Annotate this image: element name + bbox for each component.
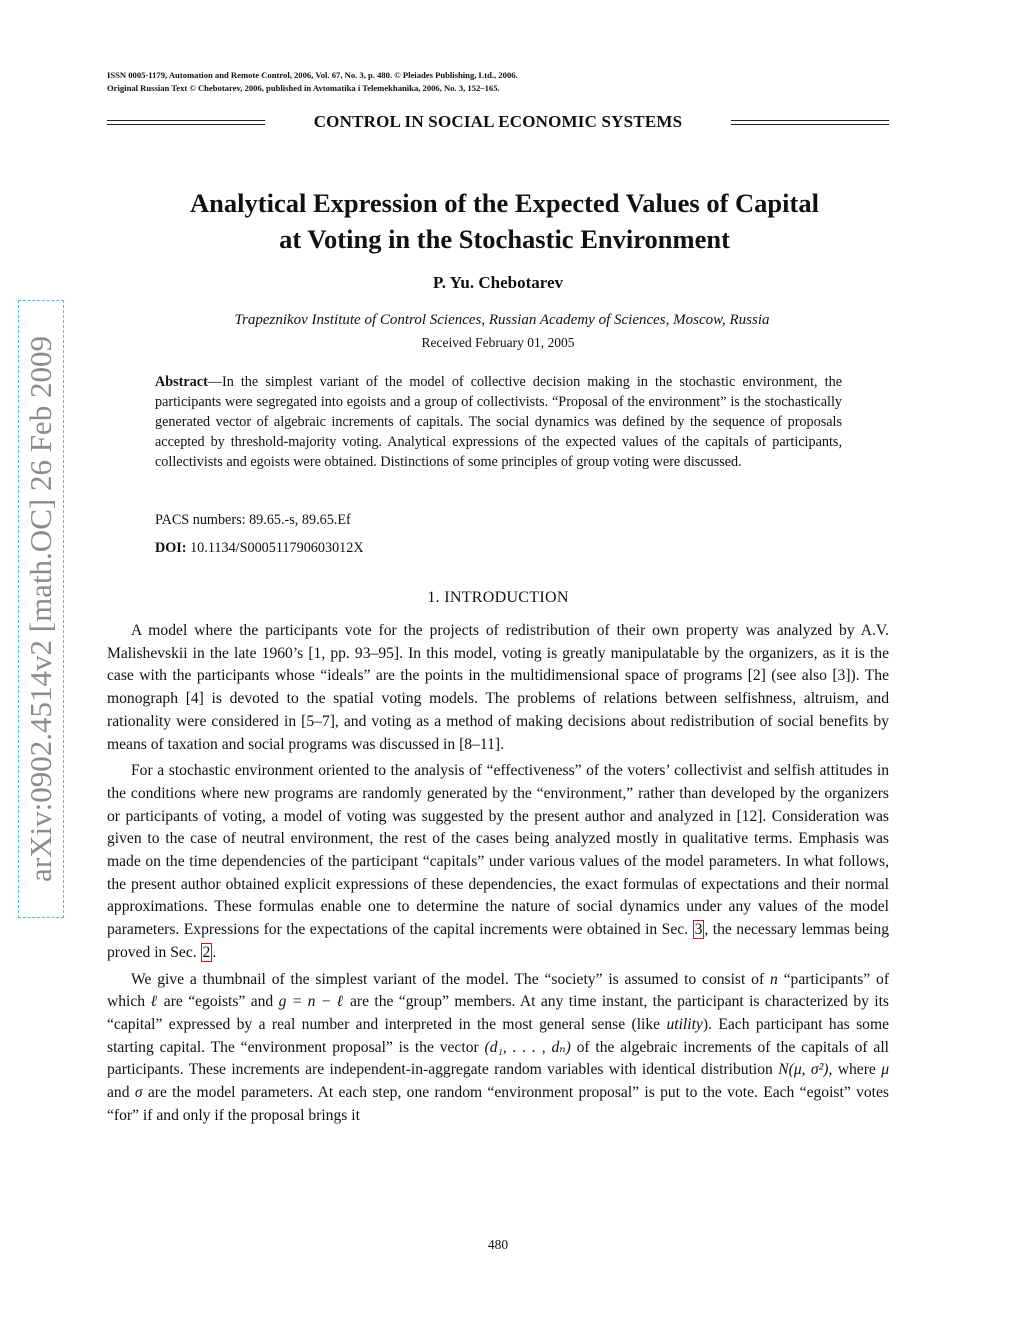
arxiv-stamp-text: arXiv:0902.4514v2 [math.OC] 26 Feb 2009 [23, 336, 58, 882]
section-heading-introduction: 1. INTRODUCTION [427, 589, 569, 606]
math-distribution: N(μ, σ²) [778, 1061, 829, 1079]
body-text [107, 620, 889, 1131]
author-affiliation: Trapeznikov Institute of Control Sciences, Russian Academy of Sciences, Moscow, Russia [234, 312, 770, 328]
paragraph-2 [107, 760, 889, 964]
math-mu: μ [881, 1061, 890, 1079]
author-name: P. Yu. Chebotarev [432, 273, 564, 292]
section-link-2[interactable]: 2 [202, 943, 211, 961]
banner-rule-right [731, 120, 889, 125]
paragraph-3-text-b: “participants” of which [107, 970, 890, 1011]
page-number: 480 [487, 1237, 509, 1252]
paragraph-2-text-b: , the necessary lemmas being proved in Sec. [107, 921, 889, 961]
paragraph-3-text-i: are the model parameters. At each step, one random “environment proposal” is put to the vote. Each “egoist” votes “for” if and only if the proposal brings it [107, 1084, 889, 1124]
paper-title [107, 185, 902, 257]
math-vector: (d₁, . . . , dₙ) [484, 1038, 571, 1056]
paragraph-1: A model where the participants vote for the projects of redistribution of their own property was analyzed by A.V. Malishevskii in the late 1960’s [1, pp. 93–95]. In this model, voting is greatly manipulatable by the organizers, as it is the case with the participants whose “ideals” are the points in the multidimensional space of programs [2] (see also [3]). The monograph [4] is devoted to the spatial voting models. The problems of relations between selfishness, altruism, and rationality were considered in [5–7], and voting as a method of making decisions about redistribution of social benefits by means of taxation and social programs was discussed in [8–11]. [107, 622, 889, 753]
section-banner-text: CONTROL IN SOCIAL ECONOMIC SYSTEMS [313, 112, 683, 131]
journal-citation-line: ISSN 0005-1179, Automation and Remote Control, 2006, Vol. 67, No. 3, p. 480. © Pleiades Publishing, Ltd., 2006. [107, 70, 518, 80]
paragraph-2-text-c: . [212, 943, 217, 961]
paragraph-3 [107, 969, 889, 1128]
paragraph-3-text-g: , where [828, 1061, 882, 1079]
title-line-1: Analytical Expression of the Expected Values of Capital [190, 188, 819, 218]
doi [155, 540, 364, 557]
abstract-label: Abstract [155, 374, 208, 390]
paragraph-3-text-e: ). Each participant has some starting capital. The “environment proposal” is the vector [107, 1015, 889, 1056]
math-ell: ℓ [150, 993, 159, 1011]
utility-emphasis: utility [666, 1015, 703, 1033]
paragraph-3-text-a: We give a thumbnail of the simplest variant of the model. The “society” is assumed to consist of [131, 970, 770, 988]
title-line-2: at Voting in the Stochastic Environment [279, 224, 730, 254]
math-sigma: σ [134, 1084, 143, 1102]
math-n: n [769, 970, 778, 988]
paragraph-3-text-c: are “egoists” and [158, 993, 279, 1011]
original-text-line: Original Russian Text © Chebotarev, 2006, published in Avtomatika i Telemekhanika, 2006, No. 3, 152–165. [107, 83, 500, 93]
journal-header [107, 69, 907, 95]
paragraph-3-text-h: and [107, 1084, 135, 1102]
doi-value[interactable]: 10.1134/S000511790603012X [186, 540, 364, 556]
paragraph-3-text-d: are the “group” members. At any time instant, the participant is characterized by its “capital” expressed by a real number and interpreted in the most general sense (like [107, 993, 890, 1033]
paragraph-2-text-a: For a stochastic environment oriented to the analysis of “effectiveness” of the voters’ collectivist and selfish attitudes in the conditions where new programs are randomly generated by the “environment,” rather than developed by the organizers or participants of voting, a model of voting was suggested by the present author and analyzed in [12]. Consideration was given to the case of neutral environment, the rest of the cases being analyzed mostly in qualitative terms. Emphasis was made on the time dependencies of the participant “capitals” under various values of the model parameters. In what follows, the present author obtained explicit expressions of these dependencies, the exact formulas of expectations and their normal approximations. These formulas enable one to determine the nature of social dynamics under any values of the model parameters. Expressions for the expectations of the capital increments were obtained in Sec. [107, 762, 889, 939]
arxiv-stamp[interactable] [18, 300, 64, 918]
abstract [155, 372, 842, 472]
math-g-equation: g = n − ℓ [278, 993, 345, 1011]
section-banner [107, 112, 889, 138]
pacs-numbers: PACS numbers: 89.65.-s, 89.65.Ef [155, 512, 351, 528]
abstract-text: —In the simplest variant of the model of collective decision making in the stochastic environment, the participants were segregated into egoists and a group of collectivists. “Proposal of the environment” is the stochastically generated vector of algebraic increments of capitals. The social dynamics was defined by the sequence of proposals accepted by threshold-majority voting. Analytical expressions of the expected values of the capitals of participants, collectivists and egoists were obtained. Distinctions of some principles of group voting were discussed. [155, 374, 842, 470]
paragraph-3-text-f: of the algebraic increments of the capitals of all participants. These increments are independent-in-aggregate random variables with identical distribution [107, 1038, 889, 1079]
received-date: Received February 01, 2005 [421, 335, 575, 350]
section-link-3[interactable]: 3 [694, 921, 703, 939]
doi-label: DOI: [155, 540, 187, 556]
